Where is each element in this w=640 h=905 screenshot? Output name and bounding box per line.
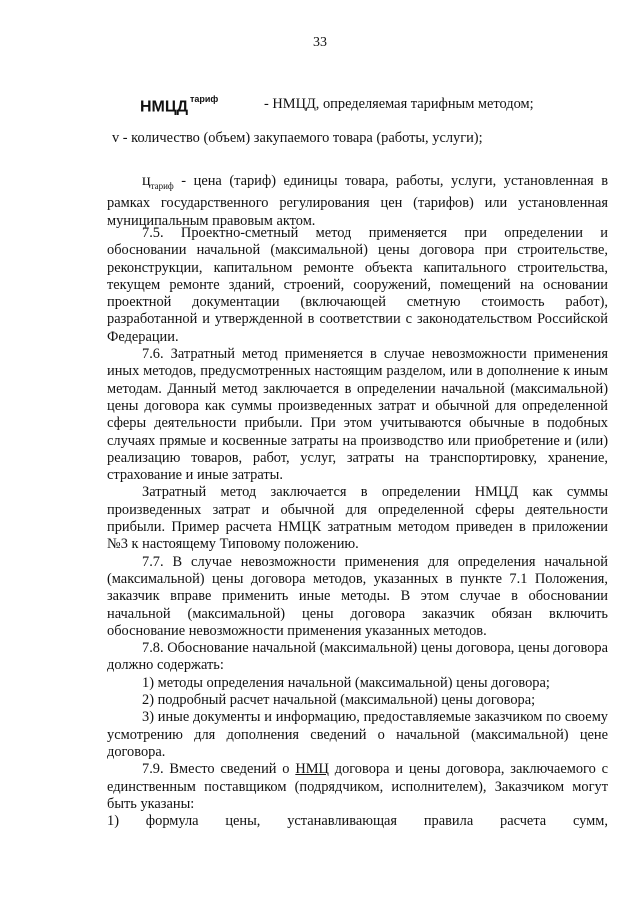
c-definition-text: - цена (тариф) единицы товара, работы, услуги, установленная в рамках государственного регулирования цен (тарифов) или установленная муниципальным правовым актом. [107,173,608,229]
list-item-7-8-1: 1) методы определения начальной (максимальной) цены договора; [142,674,550,691]
paragraphs [107,225,608,830]
paragraph-7-9: 7.9. Вместо сведений о НМЦ договора и цены договора, заключаемого с единственным поставщиком (подрядчиком, исполнителем), Заказчиком могут быть указаны: [107,761,608,812]
paragraph-7-5: 7.5. Проектно-сметный метод применяется при определении и обосновании начальной (максимальной) цены договора при строительстве, реконструкции, капитальном ремонте объекта капитального строительства, текущем ремонте зданий, строений, сооружений, помещений на основании проектной документации (включающей сметную стоимость работ), разработанной и утвержденной в соответствии с законодательством Российской Федерации. [107,225,608,345]
nmcd-definition-text: - НМЦД, определяемая тарифным методом; [264,96,534,112]
c-definition [107,172,608,230]
list-item-7-8-3: 3) иные документы и информацию, предоставляемые заказчиком по своему усмотрению для дополнения сведений о начальной (максимальной) цене договора. [107,709,608,760]
paragraph-7-6-b: Затратный метод заключается в определении НМЦД как суммы произведенных затрат и обычной для определенной сферы деятельности прибыли. Пример расчета НМЦК затратным методом приведен в приложении №3 к настоящему Типовому положению. [107,484,608,553]
nmc-abbreviation: НМЦ [295,761,329,778]
paragraph-7-7: 7.7. В случае невозможности применения для определения начальной (максимальной) цены договора методов, указанных в пункте 7.1 Положения, заказчик вправе применить иные методы. В этом случае в обосновании начальной (максимальной) цены договора заказчик обязан включить обоснование невозможности применения указанных методов. [107,553,608,639]
list-item-7-9-1: 1) формула цены, устанавливающая правила расчета сумм, [107,813,608,830]
page-number: 33 [313,35,327,50]
c-symbol: $ц_{тариф}$ [142,172,174,192]
v-definition: v - количество (объем) закупаемого товара (работы, услуги); [112,130,483,146]
paragraph-7-8: 7.8. Обоснование начальной (максимальной) цены договора, цены договора должно содержать: [107,640,608,674]
paragraph-7-6: 7.6. Затратный метод применяется в случае невозможности применения иных методов, предусмотренных настоящим разделом, или в дополнение к иным методам. Данный метод заключается в определении начальной (максимальной) цены договора как суммы произведенных затрат и обычной для определенной сферы деятельности прибыли. При этом учитываются обычные в подобных случаях прямые и косвенные затраты на производство или приобретение и (или) реализацию товаров, работ, услуг, затраты на транспортировку, хранение, страхование и иные затраты. [107,346,608,484]
list-item-7-8-2: 2) подробный расчет начальной (максимальной) цены договора; [142,692,536,709]
nmcd-symbol: НМЦД $^{тариф}$ [140,94,219,116]
